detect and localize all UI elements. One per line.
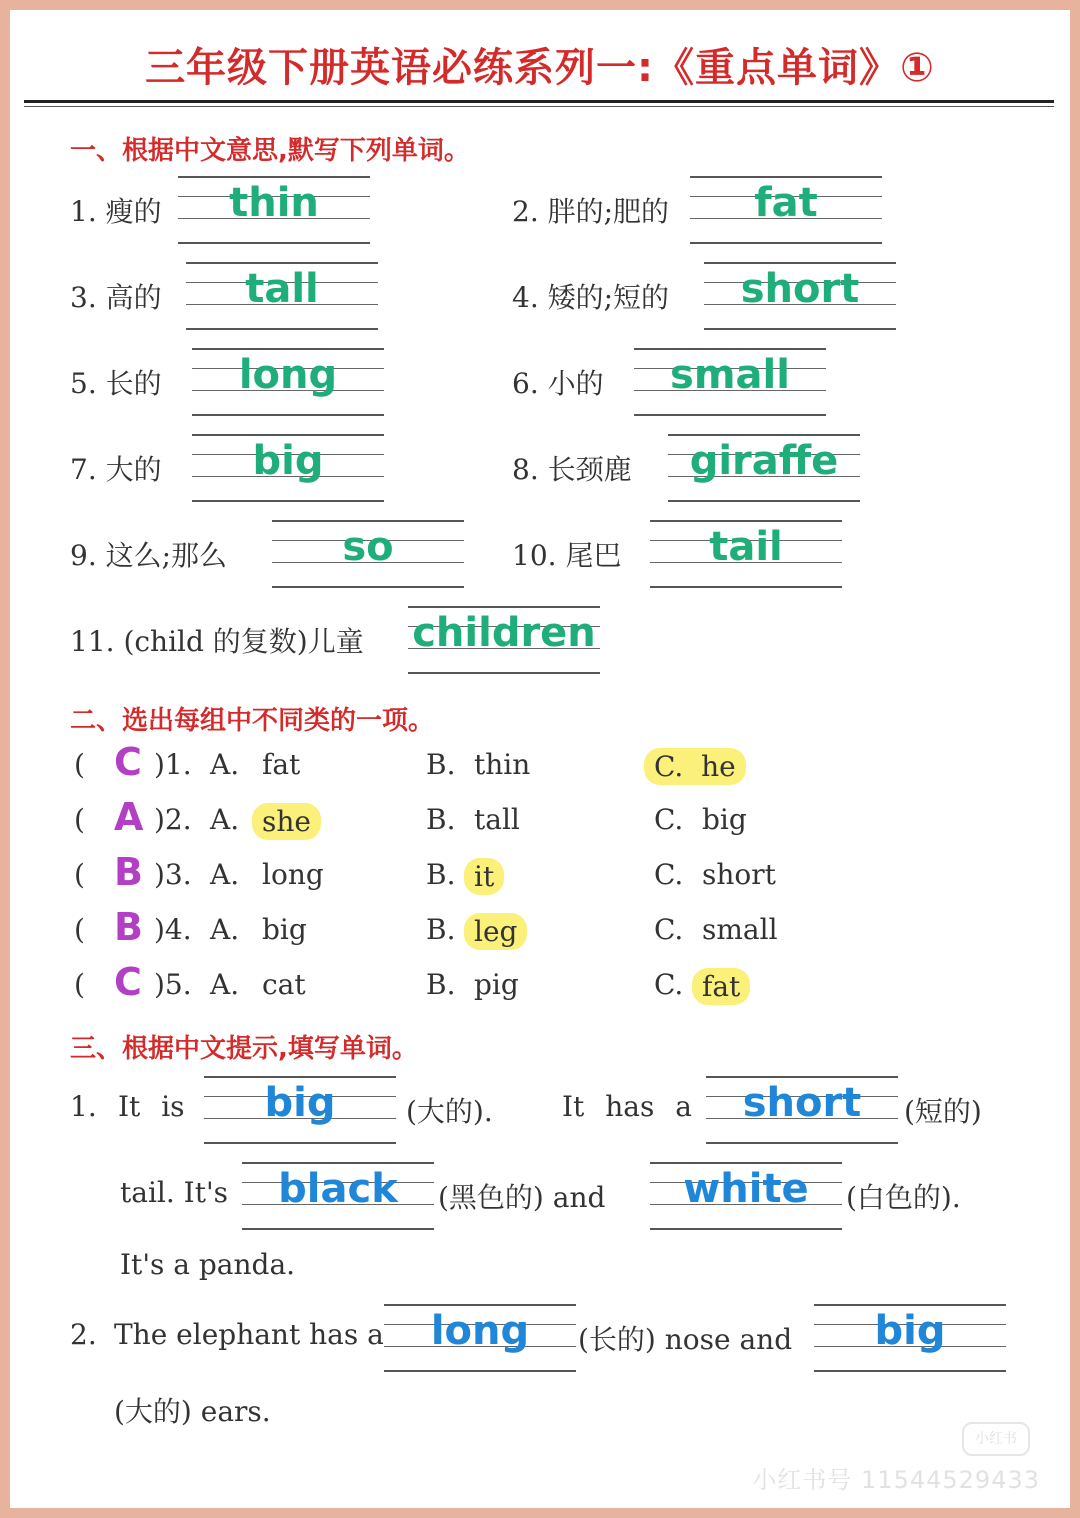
s3-q1-answer3: black <box>278 1166 398 1212</box>
s2-row-1-answer: C <box>114 740 142 784</box>
s3-q2-text1: The elephant has a <box>114 1318 384 1351</box>
s1-item-3-blank[interactable] <box>186 262 378 330</box>
s2-row-1: ( C )1. A. fat B. thin C. he <box>74 742 974 786</box>
s1-item-5-label: 5. 长的 <box>70 367 162 400</box>
s1-item-8-answer: giraffe <box>689 438 839 484</box>
s1-item-6-blank[interactable] <box>634 348 826 416</box>
s1-item-6-label: 6. 小的 <box>512 367 604 400</box>
s3-q2-num: 2. <box>70 1318 97 1351</box>
s2-row-5-b: pig <box>474 968 519 1001</box>
s3-q1-num: 1. <box>70 1090 97 1123</box>
watermark-text: 小红书号 11544529433 <box>752 1466 1040 1494</box>
s2-row-5-c: fat <box>692 968 750 1005</box>
s2-row-3-c: short <box>702 858 776 891</box>
s1-item-1-answer: thin <box>229 180 319 226</box>
s1-item-11-blank[interactable] <box>408 606 600 674</box>
s1-item-8-label: 8. 长颈鹿 <box>512 453 632 486</box>
s3-q1-hint1: (大的). <box>406 1095 493 1128</box>
section1-heading: 一、根据中文意思,默写下列单词。 <box>70 136 470 166</box>
s3-q2-answer2: big <box>874 1308 946 1354</box>
s1-item-10-answer: tail <box>709 524 783 570</box>
s3-q1-answer4: white <box>683 1166 809 1212</box>
s1-item-1-label: 1. 瘦的 <box>70 195 162 228</box>
s3-q1-blank2[interactable] <box>706 1076 898 1144</box>
s3-q1-text4: It's a panda. <box>120 1248 296 1281</box>
s1-item-4-label: 4. 矮的;短的 <box>512 281 670 314</box>
s2-row-5-a: cat <box>262 968 306 1001</box>
s3-q1-answer1: big <box>264 1080 336 1126</box>
s2-row-3-answer: B <box>114 850 143 894</box>
section2-heading: 二、选出每组中不同类的一项。 <box>70 706 435 736</box>
s2-row-3-a: long <box>262 858 324 891</box>
s2-row-2-c: big <box>702 803 747 836</box>
s3-q2-blank1[interactable] <box>384 1304 576 1372</box>
s1-item-7-label: 7. 大的 <box>70 453 162 486</box>
s1-item-5-answer: long <box>238 352 338 398</box>
s1-item-8-blank[interactable] <box>668 434 860 502</box>
s1-item-2-label: 2. 胖的;肥的 <box>512 195 670 228</box>
s2-row-2-b: tall <box>474 803 520 836</box>
s1-item-5-blank[interactable] <box>192 348 384 416</box>
s2-row-4-answer: B <box>114 905 143 949</box>
s3-q1-blank4[interactable] <box>650 1162 842 1230</box>
s1-item-3-label: 3. 高的 <box>70 281 162 314</box>
s2-row-4-c: small <box>702 913 778 946</box>
title-divider <box>24 100 1054 103</box>
section3-heading: 三、根据中文提示,填写单词。 <box>70 1034 418 1064</box>
s1-item-4-blank[interactable] <box>704 262 896 330</box>
s1-item-4-answer: short <box>740 266 860 312</box>
s2-row-5: ( C )5. A. cat B. pig C. fat <box>74 962 974 1006</box>
s2-row-1-c: he <box>701 750 736 783</box>
s1-item-9-label: 9. 这么;那么 <box>70 539 228 572</box>
s1-item-2-blank[interactable] <box>690 176 882 244</box>
s3-q1-answer2: short <box>742 1080 862 1126</box>
s1-item-2-answer: fat <box>754 180 818 226</box>
s3-q1-blank3[interactable] <box>242 1162 434 1230</box>
page-title: 三年级下册英语必练系列一:《重点单词》① <box>145 45 935 91</box>
s2-row-3: ( B )3. A. long B. it C. short <box>74 850 776 894</box>
s1-item-10-blank[interactable] <box>650 520 842 588</box>
s3-q1-hint3: (黑色的) and <box>438 1181 606 1214</box>
s1-item-10-label: 10. 尾巴 <box>512 539 622 572</box>
worksheet <box>10 10 1070 1508</box>
s3-q2-hint1: (长的) nose and <box>578 1323 793 1356</box>
s3-q2-text2: (大的) ears. <box>114 1395 271 1428</box>
s1-item-7-blank[interactable] <box>192 434 384 502</box>
s3-q2-blank2[interactable] <box>814 1304 1006 1372</box>
s1-item-11-answer: children <box>412 610 596 656</box>
s2-row-1-c-highlight: C. he <box>644 748 746 785</box>
s2-row-2: ( A )2. A. she B. tall C. big <box>74 795 747 839</box>
s2-row-1-a: fat <box>262 748 301 781</box>
s3-q2-answer1: long <box>430 1308 530 1354</box>
s1-item-6-answer: small <box>670 352 790 398</box>
s1-item-9-answer: so <box>342 524 394 570</box>
s1-item-7-answer: big <box>252 438 324 484</box>
s1-item-9-blank[interactable] <box>272 520 464 588</box>
s1-item-3-answer: tall <box>245 266 319 312</box>
s2-row-3-b: it <box>464 858 504 895</box>
s3-q1-text1: It is <box>118 1090 185 1123</box>
s1-item-1-blank[interactable] <box>178 176 370 244</box>
s3-q1-text2: It has a <box>562 1090 692 1123</box>
s2-row-4-b: leg <box>464 913 527 950</box>
s3-q1-text3: tail. It's <box>120 1176 229 1209</box>
s2-row-2-answer: A <box>114 795 144 839</box>
s3-q1-blank1[interactable] <box>204 1076 396 1144</box>
s3-q1-hint2: (短的) <box>904 1095 982 1128</box>
s1-item-11-label: 11. (child 的复数)儿童 <box>70 625 364 658</box>
title-divider-thin <box>24 106 1054 107</box>
s2-row-2-a: she <box>252 803 321 840</box>
watermark-logo: 小红书 <box>962 1422 1030 1456</box>
s3-q1-hint4: (白色的). <box>846 1181 961 1214</box>
s2-row-4-a: big <box>262 913 307 946</box>
s2-row-1-b: thin <box>474 748 531 781</box>
s2-row-4: ( B )4. A. big B. leg C. small <box>74 905 778 949</box>
s2-row-5-answer: C <box>114 960 142 1004</box>
